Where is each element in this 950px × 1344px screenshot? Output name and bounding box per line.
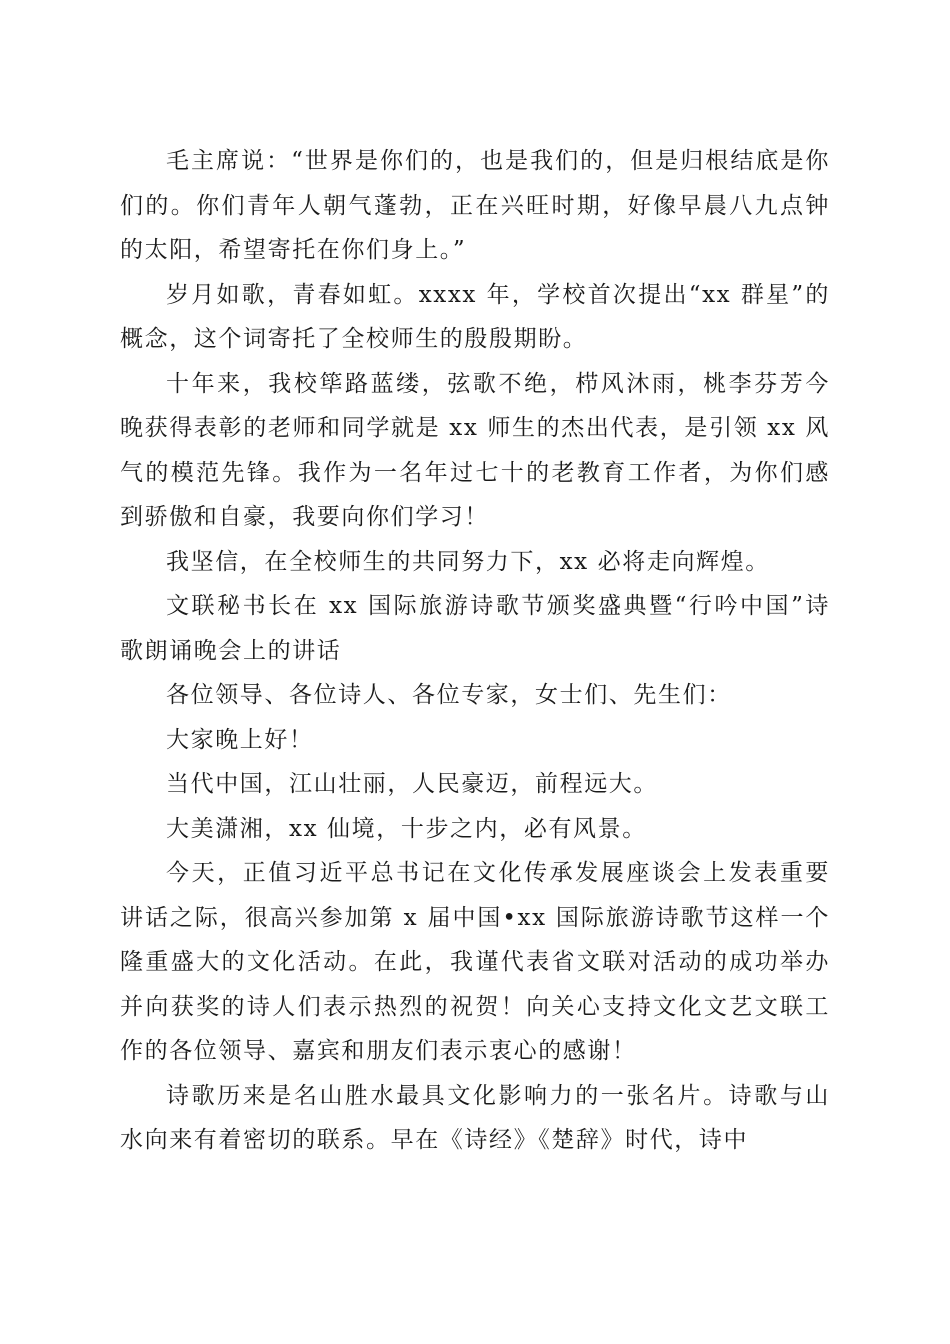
document-body [120,139,830,1163]
paragraph-greeting: 大家晚上好！ [166,726,314,753]
paragraph-ten-years: 十年来，我校筚路蓝缕，弦歌不绝，栉风沐雨，桃李芬芳今晚获得表彰的老师和同学就是 xx 师生的杰出代表，是引领 xx 风气的模范先锋。我作为一名年过七十的老教育工作者，为你们感到骄傲和自豪，我要向你们学习！ [120,370,830,530]
paragraph-salutation: 各位领导、各位诗人、各位专家，女士们、先生们： [166,682,732,708]
paragraph-today: 今天，正值习近平总书记在文化传承发展座谈会上发表重要讲话之际，很高兴参加第 x 届中国•xx 国际旅游诗歌节这样一个隆重盛大的文化活动。在此，我谨代表省文联对活动的成功举办并向获奖的诗人们表示热烈的祝贺！向关心支持文化文艺文联工作的各位领导、嘉宾和朋友们表示衷心的感谢！ [120,860,830,1064]
paragraph-mao-quote: 毛主席说：“世界是你们的，也是我们的，但是归根结底是你们的。你们青年人朝气蓬勃，正在兴旺时期，好像早晨八九点钟的太阳，希望寄托在你们身上。” [120,148,830,263]
paragraph-xiaoxiang: 大美潇湘，xx 仙境，十步之内，必有风景。 [166,815,647,842]
paragraph-contemporary-china: 当代中国，江山壮丽，人民豪迈，前程远大。 [166,771,658,797]
paragraph-speech-title: 文联秘书长在 xx 国际旅游诗歌节颁奖盛典暨“行吟中国”诗歌朗诵晚会上的讲话 [120,593,830,664]
paragraph-poetry-history: 诗歌历来是名山胜水最具文化影响力的一张名片。诗歌与山水向来有着密切的联系。早在《诗经》《楚辞》时代，诗中 [120,1082,830,1153]
paragraph-years-like-song: 岁月如歌，青春如虹。xxxx 年，学校首次提出“xx 群星”的概念，这个词寄托了全校师生的殷殷期盼。 [120,281,830,352]
paragraph-belief: 我坚信，在全校师生的共同努力下，xx 必将走向辉煌。 [166,548,770,575]
